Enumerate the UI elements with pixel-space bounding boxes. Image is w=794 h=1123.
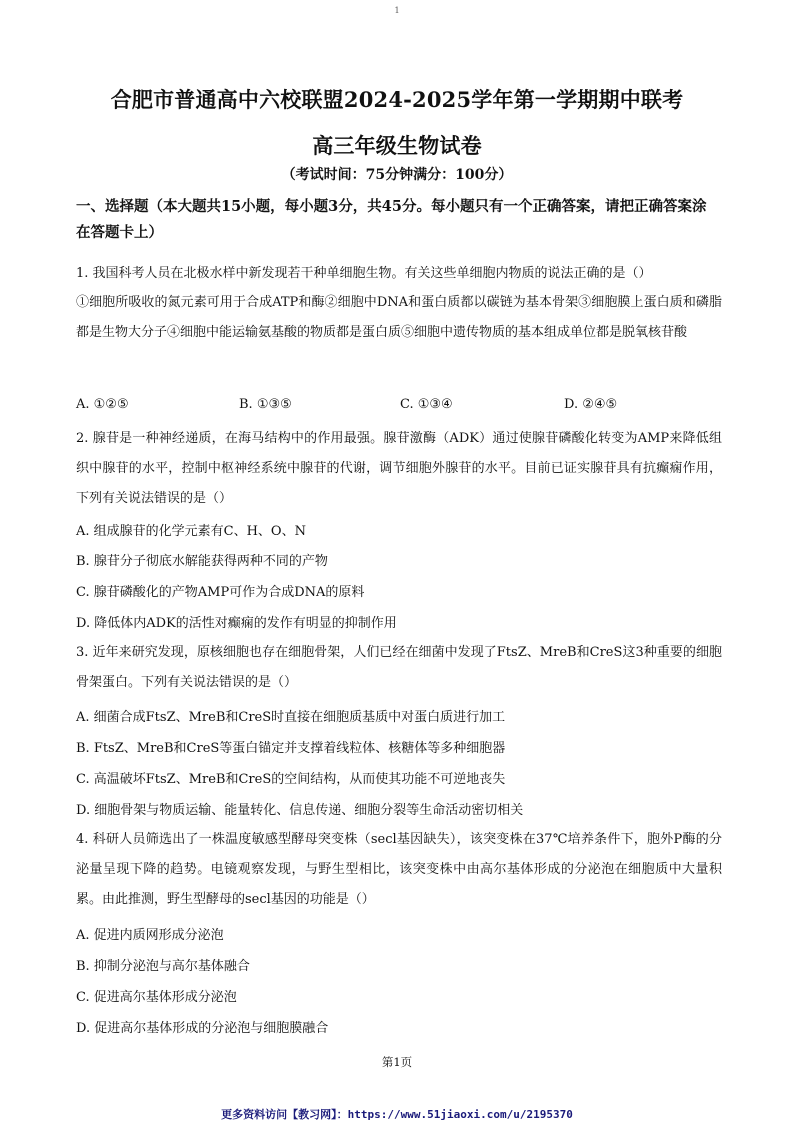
question-2-option-d[interactable]: D. 降低体内ADK的活性对癫痫的发作有明显的抑制作用 (76, 616, 397, 631)
question-4-stem: 4. 科研人员筛选出了一株温度敏感型酵母突变株（secl基因缺失），该突变株在37℃培养条件下，胞外P酶的分泌量呈现下降的趋势。电镜观察发现，与野生型相比，该突变株中由高尔基体形成的分泌泡在细胞质中大量积累。由此推测，野生型酵母的secl基因的功能是（） (76, 832, 722, 907)
page-number: 第1页 (381, 1055, 413, 1069)
section-heading: 一、选择题（本大题共15小题，每小题3分，共45分。每小题只有一个正确答案，请把正确答案涂在答题卡上） (76, 198, 707, 241)
page-top-mark: 1 (394, 6, 400, 15)
exam-title: 合肥市普通高中六校联盟2024-2025学年第一学期期中联考 (110, 87, 684, 112)
question-2-option-b[interactable]: B. 腺苷分子彻底水解能获得两种不同的产物 (76, 554, 328, 569)
question-4-option-a[interactable]: A. 促进内质网形成分泌泡 (76, 928, 224, 943)
question-2-option-a[interactable]: A. 组成腺苷的化学元素有C、H、O、N (76, 524, 306, 539)
question-1-option-a[interactable]: A. ①②⑤ (76, 397, 129, 412)
question-1-option-d[interactable]: D. ②④⑤ (564, 397, 618, 412)
question-3-stem: 3. 近年来研究发现，原核细胞也存在细胞骨架，人们已经在细菌中发现了FtsZ、MreB和CreS这3种重要的细胞骨架蛋白。下列有关说法错误的是（） (76, 645, 722, 690)
question-2-option-c[interactable]: C. 腺苷磷酸化的产物AMP可作为合成DNA的原料 (76, 585, 365, 600)
question-3-option-a[interactable]: A. 细菌合成FtsZ、MreB和CreS时直接在细胞质基质中对蛋白质进行加工 (76, 710, 506, 725)
question-3-option-c[interactable]: C. 高温破坏FtsZ、MreB和CreS的空间结构，从而使其功能不可逆地丧失 (76, 772, 506, 787)
exam-info: （考试时间：75分钟满分：100分） (281, 167, 513, 183)
question-4-option-d[interactable]: D. 促进高尔基体形成的分泌泡与细胞膜融合 (76, 1021, 329, 1036)
question-1-statements: ①细胞所吸收的氮元素可用于合成ATP和酶②细胞中DNA和蛋白质都以碳链为基本骨架③细胞膜上蛋白质和磷脂都是生物大分子④细胞中能运输氨基酸的物质都是蛋白质⑤细胞中遗传物质的基本组成单位都是脱氧核苷酸 (76, 295, 722, 340)
question-1-option-c[interactable]: C. ①③④ (400, 397, 453, 412)
question-1-options (76, 397, 722, 417)
footer-ad-link[interactable]: https://www.51jiaoxi.com/u/2195370 (347, 1108, 573, 1121)
question-1-stem: 1. 我国科考人员在北极水样中新发现若干种单细胞生物。有关这些单细胞内物质的说法正确的是（） (76, 266, 652, 281)
question-4-option-c[interactable]: C. 促进高尔基体形成分泌泡 (76, 990, 237, 1005)
question-1-option-b[interactable]: B. ①③⑤ (239, 397, 292, 412)
question-3-option-b[interactable]: B. FtsZ、MreB和CreS等蛋白锚定并支撑着线粒体、核糖体等多种细胞器 (76, 741, 506, 756)
exam-subtitle: 高三年级生物试卷 (312, 133, 482, 158)
question-3-option-d[interactable]: D. 细胞骨架与物质运输、能量转化、信息传递、细胞分裂等生命活动密切相关 (76, 803, 524, 818)
question-2-stem: 2. 腺苷是一种神经递质，在海马结构中的作用最强。腺苷激酶（ADK）通过使腺苷磷酸化转变为AMP来降低组织中腺苷的水平，控制中枢神经系统中腺苷的代谢，调节细胞外腺苷的水平。目前已证实腺苷具有抗癫痫作用，下列有关说法错误的是（） (76, 431, 722, 506)
question-4-option-b[interactable]: B. 抑制分泌泡与高尔基体融合 (76, 959, 250, 974)
footer-ad (0, 1106, 794, 1122)
footer-ad-text: 更多资料访问【教习网】： (221, 1108, 348, 1121)
